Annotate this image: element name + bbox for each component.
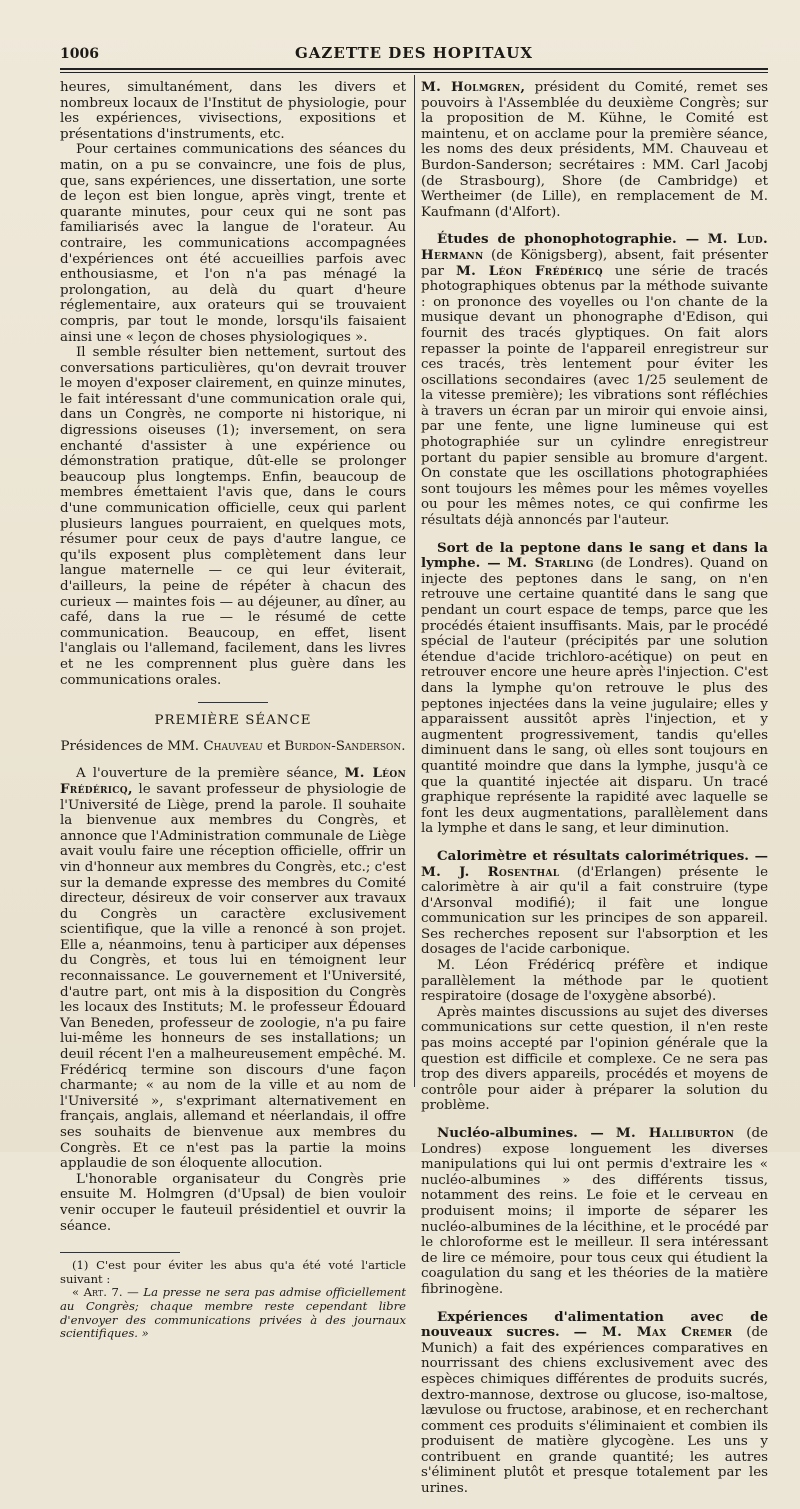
section-divider bbox=[198, 702, 268, 703]
entry-title: Études de phonophotographie. — bbox=[437, 231, 700, 248]
subtitle-mid: et bbox=[266, 738, 281, 754]
paragraph: M. Léon Frédéricq préfère et indique parallèlement la méthode par le quotient respiratoire (dosage de l'oxygène absorbé). bbox=[421, 958, 768, 1005]
text: président du Comité, remet ses pouvoirs à l'Assemblée du deuxième Congrès; sur la proposition de M. Kühne, le Comité est maintenu, et on acclame pour la première séance, les noms des deux présidents, MM. Chauveau et Burdon-Sanderson; secrétaires : MM. Carl Jacobj (de Strasbourg), Shore (de Cambridge) et Wertheimer (de Lille), en remplacement de M. Kaufmann (d'Alfort). bbox=[421, 80, 768, 220]
entry bbox=[421, 1310, 768, 1497]
speaker-name: M. Starling bbox=[507, 555, 594, 572]
footnote-article bbox=[60, 1286, 406, 1340]
header-rule bbox=[60, 68, 768, 70]
footnote bbox=[60, 1259, 406, 1341]
paragraph: Pour certaines communications des séances du matin, on a pu se convaincre, une fois de plus, que, sans expériences, une dissertation, une sorte de leçon est bien longue, après vingt, trente et quarante minutes, pour ceux qui ne sont pas familiarisés avec la langue de l'orateur. Au contraire, les communications accompagnées d'expériences ont été accueillies parfois avec enthousiasme, et l'on n'a pas ménagé la prolongation, au delà du quart d'heure réglementaire, aux orateurs qui se trouvaient compris, par tout le monde, lorsqu'ils faisaient ainsi une « leçon de choses physiologiques ». bbox=[60, 142, 406, 345]
speaker-name: M. Léon Frédéricq, bbox=[60, 765, 406, 797]
paragraph bbox=[60, 766, 406, 1171]
text: (d'Erlangen) présente le calorimètre à air qu'il a fait construire (type d'Arsonval modifié); il fait une longue communication sur les principes de son appareil. Ses recherches reposent sur l'absorption et les dosages de l'acide carbonique. bbox=[421, 864, 768, 958]
speaker-name: M. Halliburton bbox=[615, 1125, 735, 1141]
speaker-name: M. J. Rosenthal bbox=[421, 863, 560, 880]
right-column bbox=[421, 80, 768, 1509]
article-quote: La presse ne sera pas admise officiellement au Congrès; chaque membre reste cependant libre d'envoyer des communications privées à des journaux scientifiques. » bbox=[60, 1285, 407, 1341]
entry bbox=[421, 541, 768, 837]
header-rule-thin bbox=[60, 72, 768, 73]
president-name: Burdon-Sanderson. bbox=[284, 738, 406, 754]
speaker-name: — M. Max Cremer bbox=[573, 1324, 733, 1341]
entry-title: Expériences d'alimentation avec de nouveaux sucres. bbox=[421, 1308, 768, 1341]
entry-title: Calorimètre et résultats calorimétriques. — bbox=[437, 847, 768, 864]
paragraph bbox=[421, 80, 768, 220]
paragraph bbox=[421, 1310, 768, 1497]
page-number: 1006 bbox=[60, 46, 99, 62]
footnote-line: (1) C'est pour éviter les abus qu'a été voté l'article suivant : bbox=[60, 1258, 406, 1286]
text: (de Londres). Quand on injecte des peptones dans le sang, on n'en retrouve une certaine quantité dans le sang que pendant un court espace de temps, parce que les procédés étaient insuffisants. Mais, par le procédé spécial de l'auteur (précipités par une solution étendue d'acide trichloro-acétique) on peut en retrouver encore une heure après l'injection. C'est dans la lymphe qu'on retrouve le plus des peptones injectées dans la veine jugulaire; elles y apparaissent aussitôt après l'injection, et y augmentent progressivement, tandis qu'elles diminuent dans le sang, où elles sont toujours en quantité moindre que dans la lymphe, jusqu'à ce que la quantité injectée ait disparu. Un tracé graphique représente la rapidité avec laquelle se font les deux augmentations, parallèlement dans la lymphe et dans le sang, et leur diminution. bbox=[421, 556, 768, 837]
section-title: PREMIÈRE SÉANCE bbox=[154, 713, 312, 729]
footnote-divider bbox=[60, 1252, 180, 1253]
text: (de Munich) a fait des expériences comparatives en nourrissant des chiens exclusivement avec des espèces chimiques différentes de produits sucrés, dextro-mannose, dextrose ou glucose, iso-maltose, lævulose ou fructose, arabinose, et en recherchant comment ces produits s'éliminaient et combien ils produisent de matière glycogène. Les uns y contribuent en grande quantité; les autres s'éliminent plutôt et presque totalement par les urines. bbox=[421, 1325, 768, 1497]
paragraph bbox=[421, 232, 768, 528]
column-divider bbox=[414, 75, 415, 1087]
paragraph: L'honorable organisateur du Congrès prie ensuite M. Holmgren (d'Upsal) de bien vouloir venir occuper le fauteuil présidentiel et ouvrir la séance. bbox=[60, 1171, 406, 1234]
text: le savant professeur de physiologie de l'Université de Liège, prend la parole. Il souhaite la bienvenue aux membres du Congrès, et annonce que l'Administration communale de Liège avait voulu faire une réception officielle, offrir un vin d'honneur aux membres du Congrès, etc.; c'est sur la demande expresse des membres du Comité directeur, désireux de voir conserver aux travaux du Congrès un caractère exclusivement scientifique, que la ville a renoncé à son projet. Elle a, néanmoins, tenu à participer aux dépenses du Congrès, et tous lui en témoignent leur reconnaissance. Le gouvernement et l'Université, d'autre part, ont mis à la disposition du Congrès les locaux des Instituts; M. le professeur Édouard Van Beneden, professeur de zoologie, n'a pu faire lui-même les honneurs de ses installations; un deuil récent l'en a malheureusement empêché. M. Frédéricq termine son discours d'une façon charmante; « au nom de la ville et au nom de l'Université », s'exprimant alternativement en français, anglais, allemand et néerlandais, il offre ses souhaits de bienvenue aux membres du Congrès. Et ce n'est pas la partie la moins applaudie de son éloquente allocution. bbox=[60, 781, 406, 1172]
paragraph bbox=[421, 541, 768, 837]
text: A l'ouverture de la première séance, bbox=[76, 766, 338, 782]
text: une série de tracés photographiques obtenus par la méthode suivante : on prononce des voyelles ou l'on chante de la musique devant un phonographe d'Edison, qui fournit des tracés glyptiques. On fait alors repasser la pointe de l'appareil enregistreur sur ces tracés, très lentement pour éviter les oscillations secondaires (avec 1/25 seulement de la vitesse première); les vibrations sont réfléchies à travers un écran par un miroir qui envoie ainsi, par une fente, une ligne lumineuse qui est photographiée sur un cylindre enregistreur portant du papier sensible au bromure d'argent. On constate que les oscillations photographiées sont toujours les mêmes pour les mêmes voyelles ou pour les mêmes notes, ce qui confirme les résultats déjà annoncés par l'auteur. bbox=[421, 263, 768, 529]
subtitle-prefix: Présidences de MM. bbox=[60, 738, 200, 754]
speaker-name: M. Holmgren, bbox=[421, 79, 526, 95]
entry-title: Sort de la peptone dans le sang et dans la lymphe. — bbox=[421, 539, 768, 572]
page-header bbox=[60, 44, 768, 68]
president-name: Chauveau bbox=[203, 738, 263, 754]
entry bbox=[421, 80, 768, 220]
paragraph: Après maintes discussions au sujet des diverses communications sur cette question, il n'en reste pas moins accepté par l'opinion générale que la question est difficile et complexe. Ce ne sera pas trop des divers appareils, procédés et moyens de contrôle pour aider à préparer la solution du problème. bbox=[421, 1004, 768, 1114]
text: (de Londres) expose longuement les diverses manipulations qui lui ont permis d'extraire les « nucléo-albumines » des différents tissus, notamment des reins. Le foie et le cerveau en produisent moins; il importe de séparer les nucléo-albumines de la lécithine, et le procédé par le chloroforme est le meilleur. Il sera intéressant de lire ce mémoire, pour tous ceux qui étudient la coagulation du sang et les théories de la matière fibrinogène. bbox=[421, 1126, 769, 1297]
paragraph: Il semble résulter bien nettement, surtout des conversations particulières, qu'on devrait trouver le moyen d'exposer clairement, en quinze minutes, le fait intéressant d'une communication orale qui, dans un Congrès, ne comporte ni historique, ni digressions oiseuses (1); inversement, on sera enchanté d'assister à une expérience ou démonstration pratique, dût-elle se prolonger beaucoup plus longtemps. Enfin, beaucoup de membres émettaient l'avis que, dans le cours d'une communication officielle, ceux qui parlent plusieurs langues pourraient, en quelques mots, résumer pour ceux de pays d'autre langue, ce qu'ils exposent plus complètement dans leur langue maternelle — ce qui leur éviterait, d'ailleurs, la peine de répéter à chacun des curieux — maintes fois — au déjeuner, au dîner, au café, dans la rue — le résumé de cette communication. Beaucoup, en effet, lisent l'anglais ou l'allemand, facilement, dans les livres et ne les comprennent plus guère dans les communications orales. bbox=[60, 345, 406, 688]
section-subtitle bbox=[60, 739, 406, 755]
journal-title: GAZETTE DES HOPITAUX bbox=[294, 44, 533, 62]
entry bbox=[421, 232, 768, 528]
article-label: « Art. 7. — bbox=[72, 1285, 139, 1300]
entry-title: Nucléo-albumines. — bbox=[437, 1125, 604, 1141]
speaker-name: M. Lud. Hermann bbox=[421, 231, 768, 263]
paragraph bbox=[421, 849, 768, 958]
paragraph: heures, simultanément, dans les divers et nombreux locaux de l'Institut de physiologie, pour les expériences, vivisections, expositions et présentations d'instruments, etc. bbox=[60, 80, 406, 142]
text: (de Königsberg), absent, fait présenter par bbox=[421, 247, 768, 279]
entry bbox=[421, 849, 768, 1114]
speaker-name: M. Léon Frédéricq bbox=[455, 262, 603, 279]
